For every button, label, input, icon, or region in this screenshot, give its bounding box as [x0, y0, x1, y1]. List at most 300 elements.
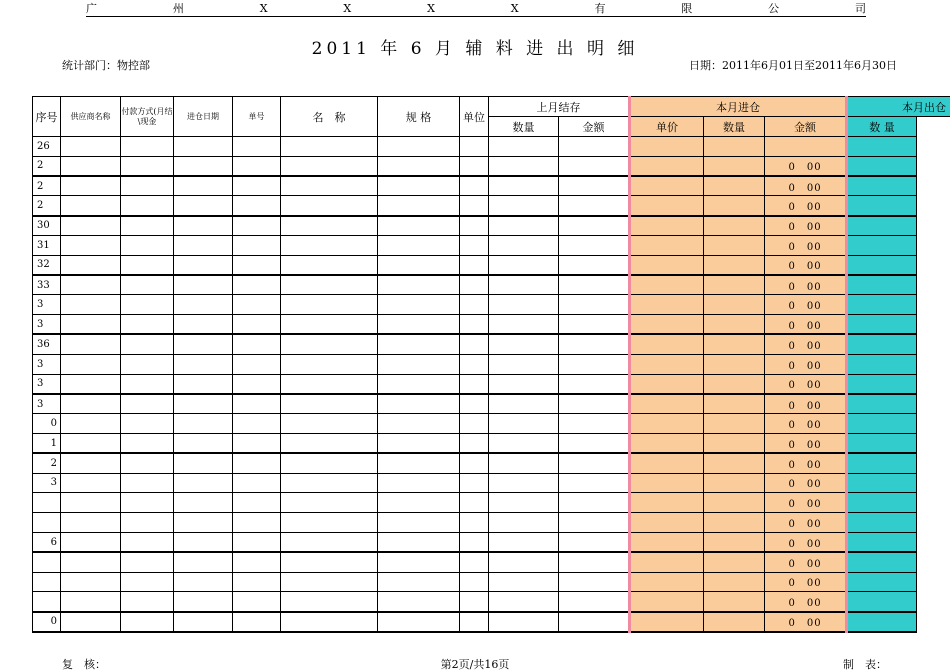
data-cell: [489, 414, 559, 434]
out-qty-cell: [847, 315, 917, 335]
data-cell: [174, 473, 233, 493]
blank-cell: [917, 235, 950, 255]
data-cell: [233, 334, 281, 354]
data-cell: [121, 137, 174, 157]
price-cell: [630, 592, 704, 612]
seq-cell: 3: [33, 354, 61, 374]
out-qty-cell: [847, 414, 917, 434]
data-cell: [559, 275, 630, 295]
data-cell: [378, 156, 460, 176]
blank-cell: [917, 176, 950, 196]
data-cell: [121, 572, 174, 592]
in-amount-cell: [765, 137, 847, 157]
data-cell: [460, 374, 489, 394]
data-cell: [460, 612, 489, 632]
seq-cell: 31: [33, 235, 61, 255]
data-cell: [121, 196, 174, 216]
in-qty-cell: [704, 235, 765, 255]
header-last-month: 上月结存: [489, 97, 630, 117]
price-cell: [630, 295, 704, 315]
data-cell: [121, 255, 174, 275]
data-cell: [61, 612, 121, 632]
blank-cell: [917, 156, 950, 176]
data-cell: [174, 255, 233, 275]
price-cell: [630, 414, 704, 434]
data-cell: [378, 315, 460, 335]
data-cell: [378, 592, 460, 612]
seq-cell: [33, 513, 61, 533]
data-cell: [559, 453, 630, 473]
table-row: [33, 176, 950, 196]
blank-cell: [917, 137, 950, 157]
price-cell: [630, 334, 704, 354]
data-cell: [233, 137, 281, 157]
data-cell: [61, 572, 121, 592]
data-cell: [174, 572, 233, 592]
in-qty-cell: [704, 255, 765, 275]
company-name: [86, 1, 866, 17]
data-cell: [460, 216, 489, 236]
data-cell: [489, 592, 559, 612]
data-cell: [460, 414, 489, 434]
in-amount-cell: 0 00: [765, 394, 847, 414]
data-cell: [489, 513, 559, 533]
data-cell: [559, 473, 630, 493]
table-row: [33, 235, 950, 255]
in-qty-cell: [704, 592, 765, 612]
in-qty-cell: [704, 612, 765, 632]
data-cell: [281, 354, 378, 374]
price-cell: [630, 354, 704, 374]
data-cell: [378, 394, 460, 414]
data-cell: [489, 394, 559, 414]
data-cell: [378, 532, 460, 552]
data-cell: [121, 334, 174, 354]
data-cell: [233, 374, 281, 394]
price-cell: [630, 275, 704, 295]
data-cell: [174, 315, 233, 335]
data-cell: [489, 275, 559, 295]
data-cell: [61, 433, 121, 453]
data-cell: [121, 156, 174, 176]
in-amount-cell: 0 00: [765, 334, 847, 354]
blank-cell: [917, 196, 950, 216]
data-cell: [460, 255, 489, 275]
out-qty-cell: [847, 137, 917, 157]
in-amount-cell: 0 00: [765, 374, 847, 394]
data-cell: [233, 552, 281, 572]
in-qty-cell: [704, 394, 765, 414]
data-cell: [489, 176, 559, 196]
data-cell: [61, 156, 121, 176]
data-cell: [233, 493, 281, 513]
table-row: [33, 433, 950, 453]
data-cell: [559, 394, 630, 414]
price-cell: [630, 216, 704, 236]
data-cell: [61, 453, 121, 473]
data-cell: [233, 216, 281, 236]
seq-cell: [33, 552, 61, 572]
data-cell: [378, 433, 460, 453]
data-cell: [559, 334, 630, 354]
price-cell: [630, 473, 704, 493]
data-cell: [281, 275, 378, 295]
data-cell: [378, 612, 460, 632]
data-cell: [121, 414, 174, 434]
in-amount-cell: 0 00: [765, 196, 847, 216]
data-cell: [61, 137, 121, 157]
data-cell: [61, 295, 121, 315]
data-cell: [174, 196, 233, 216]
data-cell: [460, 493, 489, 513]
data-cell: [489, 453, 559, 473]
data-cell: [233, 235, 281, 255]
price-cell: [630, 532, 704, 552]
data-cell: [121, 552, 174, 572]
table-row: [33, 513, 950, 533]
seq-cell: 3: [33, 315, 61, 335]
data-cell: [559, 493, 630, 513]
data-cell: [378, 473, 460, 493]
data-cell: [281, 196, 378, 216]
data-cell: [460, 433, 489, 453]
data-cell: [121, 216, 174, 236]
data-cell: [233, 354, 281, 374]
data-cell: [559, 513, 630, 533]
in-qty-cell: [704, 315, 765, 335]
data-cell: [559, 295, 630, 315]
data-cell: [121, 493, 174, 513]
seq-cell: 3: [33, 374, 61, 394]
data-cell: [281, 414, 378, 434]
in-qty-cell: [704, 414, 765, 434]
footer-review: 复 核：: [62, 658, 106, 671]
data-cell: [559, 592, 630, 612]
data-cell: [61, 216, 121, 236]
data-cell: [121, 612, 174, 632]
in-amount-cell: 0 00: [765, 354, 847, 374]
data-cell: [378, 137, 460, 157]
out-qty-cell: [847, 572, 917, 592]
data-cell: [378, 453, 460, 473]
data-cell: [281, 612, 378, 632]
data-cell: [489, 334, 559, 354]
blank-cell: [917, 532, 950, 552]
data-cell: [121, 176, 174, 196]
in-qty-cell: [704, 137, 765, 157]
price-cell: [630, 235, 704, 255]
header-in-qty: 数量: [704, 117, 765, 137]
data-cell: [559, 235, 630, 255]
data-cell: [61, 513, 121, 533]
data-cell: [233, 473, 281, 493]
out-qty-cell: [847, 176, 917, 196]
company-char: 司: [854, 2, 866, 15]
data-cell: [121, 453, 174, 473]
data-cell: [121, 275, 174, 295]
data-cell: [61, 592, 121, 612]
in-amount-cell: 0 00: [765, 592, 847, 612]
data-cell: [281, 473, 378, 493]
data-cell: [489, 255, 559, 275]
in-amount-cell: 0 00: [765, 156, 847, 176]
data-cell: [281, 552, 378, 572]
blank-cell: [917, 493, 950, 513]
data-cell: [489, 433, 559, 453]
in-amount-cell: 0 00: [765, 433, 847, 453]
table-row: [33, 532, 950, 552]
table-row: [33, 156, 950, 176]
data-cell: [174, 156, 233, 176]
in-amount-cell: 0 00: [765, 572, 847, 592]
data-cell: [460, 572, 489, 592]
company-char: X: [343, 2, 352, 15]
data-cell: [460, 176, 489, 196]
header-in-date: 进仓日期: [174, 97, 233, 137]
header-month-in: 本月进仓: [630, 97, 847, 117]
data-cell: [61, 493, 121, 513]
company-char: 广: [86, 2, 97, 15]
data-cell: [121, 315, 174, 335]
data-cell: [233, 176, 281, 196]
data-cell: [559, 552, 630, 572]
data-cell: [460, 473, 489, 493]
data-cell: [121, 473, 174, 493]
data-cell: [378, 216, 460, 236]
price-cell: [630, 513, 704, 533]
blank-cell: [917, 612, 950, 632]
department-label: 统计部门：物控部: [62, 59, 150, 72]
date-range: 日期：2011年6月01日至2011年6月30日: [689, 59, 897, 72]
data-cell: [174, 176, 233, 196]
in-amount-cell: 0 00: [765, 176, 847, 196]
data-cell: [61, 552, 121, 572]
data-cell: [559, 137, 630, 157]
header-spec: 规 格: [378, 97, 460, 137]
in-qty-cell: [704, 374, 765, 394]
out-qty-cell: [847, 275, 917, 295]
data-cell: [559, 216, 630, 236]
data-cell: [174, 453, 233, 473]
in-amount-cell: 0 00: [765, 295, 847, 315]
company-char: 州: [172, 2, 184, 15]
header-payment: 付款方式(月结\现金: [121, 97, 174, 137]
price-cell: [630, 552, 704, 572]
out-qty-cell: [847, 216, 917, 236]
data-cell: [233, 295, 281, 315]
price-cell: [630, 433, 704, 453]
in-amount-cell: 0 00: [765, 552, 847, 572]
table-row: [33, 473, 950, 493]
out-qty-cell: [847, 433, 917, 453]
data-cell: [460, 315, 489, 335]
data-cell: [489, 374, 559, 394]
data-cell: [460, 137, 489, 157]
company-char: 限: [681, 2, 693, 15]
data-cell: [559, 255, 630, 275]
data-cell: [489, 354, 559, 374]
table-row: [33, 414, 950, 434]
data-cell: [174, 612, 233, 632]
table-row: [33, 552, 950, 572]
header-unit: 单位: [460, 97, 489, 137]
data-cell: [460, 532, 489, 552]
company-char: 有: [594, 2, 606, 15]
data-cell: [281, 513, 378, 533]
data-cell: [174, 552, 233, 572]
data-cell: [378, 572, 460, 592]
data-cell: [174, 235, 233, 255]
company-char: X: [259, 2, 268, 15]
header-price: 单价: [630, 117, 704, 137]
data-cell: [281, 137, 378, 157]
blank-cell: [917, 453, 950, 473]
data-cell: [378, 354, 460, 374]
data-cell: [460, 235, 489, 255]
table-row: [33, 295, 950, 315]
in-qty-cell: [704, 196, 765, 216]
page-title: 2011 年 6 月 辅 料 进 出 明 细: [311, 39, 639, 59]
data-cell: [233, 513, 281, 533]
data-cell: [281, 592, 378, 612]
in-amount-cell: 0 00: [765, 216, 847, 236]
data-cell: [489, 552, 559, 572]
in-qty-cell: [704, 453, 765, 473]
out-qty-cell: [847, 473, 917, 493]
data-cell: [233, 532, 281, 552]
out-qty-cell: [847, 374, 917, 394]
price-cell: [630, 612, 704, 632]
data-cell: [281, 334, 378, 354]
data-cell: [233, 612, 281, 632]
out-qty-cell: [847, 255, 917, 275]
seq-cell: 26: [33, 137, 61, 157]
blank-cell: [917, 572, 950, 592]
data-cell: [378, 176, 460, 196]
data-cell: [174, 394, 233, 414]
data-cell: [174, 216, 233, 236]
data-cell: [61, 354, 121, 374]
data-cell: [559, 176, 630, 196]
data-cell: [489, 612, 559, 632]
seq-cell: [33, 493, 61, 513]
blank-cell: [917, 216, 950, 236]
data-cell: [378, 374, 460, 394]
header-blank: [917, 117, 950, 137]
in-qty-cell: [704, 275, 765, 295]
data-cell: [281, 295, 378, 315]
out-qty-cell: [847, 453, 917, 473]
in-qty-cell: [704, 295, 765, 315]
data-cell: [460, 394, 489, 414]
blank-cell: [917, 295, 950, 315]
seq-cell: 2: [33, 176, 61, 196]
data-cell: [460, 275, 489, 295]
in-qty-cell: [704, 493, 765, 513]
data-cell: [378, 255, 460, 275]
data-cell: [378, 552, 460, 572]
header-name: 名 称: [281, 97, 378, 137]
data-cell: [61, 374, 121, 394]
data-cell: [174, 295, 233, 315]
out-qty-cell: [847, 493, 917, 513]
blank-cell: [917, 374, 950, 394]
in-qty-cell: [704, 513, 765, 533]
data-cell: [281, 394, 378, 414]
table-row: [33, 374, 950, 394]
header-seq: 序号: [33, 97, 61, 137]
header-out-qty: 数 量: [847, 117, 917, 137]
data-cell: [174, 275, 233, 295]
data-cell: [281, 235, 378, 255]
blank-cell: [917, 513, 950, 533]
seq-cell: 33: [33, 275, 61, 295]
data-cell: [233, 414, 281, 434]
in-amount-cell: 0 00: [765, 255, 847, 275]
data-cell: [559, 433, 630, 453]
out-qty-cell: [847, 354, 917, 374]
price-cell: [630, 394, 704, 414]
data-cell: [281, 532, 378, 552]
data-cell: [559, 612, 630, 632]
data-cell: [121, 295, 174, 315]
data-cell: [378, 196, 460, 216]
in-qty-cell: [704, 552, 765, 572]
price-cell: [630, 315, 704, 335]
table-row: [33, 137, 950, 157]
seq-cell: 2: [33, 196, 61, 216]
data-cell: [489, 216, 559, 236]
in-amount-cell: 0 00: [765, 453, 847, 473]
blank-cell: [917, 255, 950, 275]
data-cell: [378, 295, 460, 315]
data-cell: [489, 493, 559, 513]
seq-cell: 30: [33, 216, 61, 236]
company-char: X: [427, 2, 435, 15]
company-char: X: [510, 2, 519, 15]
data-cell: [489, 196, 559, 216]
data-cell: [174, 334, 233, 354]
data-cell: [61, 394, 121, 414]
data-cell: [121, 433, 174, 453]
seq-cell: 3: [33, 295, 61, 315]
seq-cell: 2: [33, 453, 61, 473]
blank-cell: [917, 394, 950, 414]
data-cell: [281, 374, 378, 394]
data-cell: [233, 196, 281, 216]
in-qty-cell: [704, 176, 765, 196]
data-cell: [460, 513, 489, 533]
data-cell: [489, 315, 559, 335]
in-amount-cell: 0 00: [765, 275, 847, 295]
table-row: [33, 572, 950, 592]
out-qty-cell: [847, 295, 917, 315]
company-char: 公: [768, 2, 780, 15]
in-amount-cell: 0 00: [765, 315, 847, 335]
in-qty-cell: [704, 334, 765, 354]
data-cell: [281, 572, 378, 592]
data-cell: [281, 433, 378, 453]
footer-page-number: 第2页/共16页: [440, 658, 510, 671]
data-cell: [281, 453, 378, 473]
blank-cell: [917, 334, 950, 354]
data-cell: [489, 295, 559, 315]
header-doc-no: 单号: [233, 97, 281, 137]
in-amount-cell: 0 00: [765, 414, 847, 434]
inventory-table: [32, 96, 950, 633]
data-cell: [121, 532, 174, 552]
out-qty-cell: [847, 394, 917, 414]
